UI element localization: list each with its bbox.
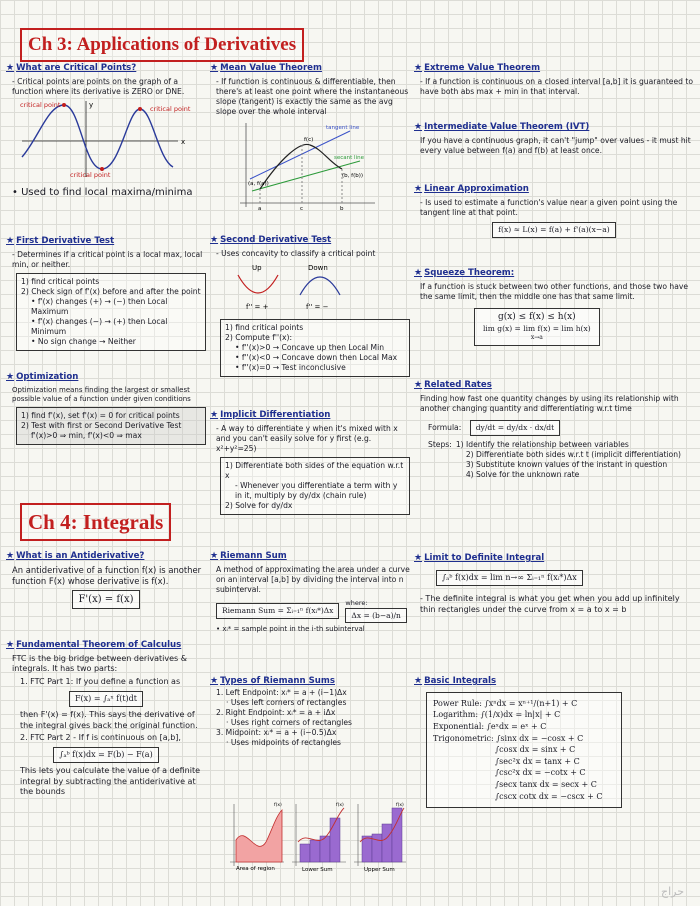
- step: 1) find critical points: [225, 322, 304, 332]
- star-icon: ★: [414, 676, 423, 686]
- fig-label: tangent line: [326, 124, 360, 131]
- step: 1) find f'(x), set f'(x) = 0 for critical points: [21, 411, 180, 421]
- integral-row: Exponential: ∫eˣdx = eˣ + C: [433, 722, 547, 732]
- integral-row: Trigonometric: ∫sinx dx = −cosx + C: [433, 733, 584, 743]
- concavity-figure: [210, 261, 390, 313]
- impl-steps-box: [220, 457, 410, 515]
- chapter-4-title: Ch 4: Integrals: [20, 503, 171, 541]
- riemann-text: A method of approximating the area under a curve on an interval [a,b] by dividing the interval into n subinterval.: [216, 564, 410, 594]
- types-heading: Types of Riemann Sums: [220, 676, 335, 686]
- step: • f'(x) changes (+) → (−) then Local Maximum: [31, 296, 168, 316]
- limit-definite-section: [414, 553, 694, 618]
- sdt-steps-box: [220, 319, 410, 377]
- star-icon: ★: [6, 63, 15, 73]
- star-icon: ★: [210, 235, 219, 245]
- riemann-types-section: [210, 676, 410, 748]
- up-label: Up: [252, 263, 262, 272]
- ftc-section: [6, 640, 206, 800]
- fig-label: f(x): [396, 803, 404, 808]
- fig-label: x: [181, 137, 186, 146]
- step: 1) Identify the relationship between variables: [455, 439, 629, 449]
- integral-row: Power Rule: ∫xⁿdx = xⁿ⁺¹/(n+1) + C: [433, 698, 578, 708]
- fig-label: Upper Sum: [364, 867, 395, 873]
- squeeze-formula-2: lim g(x) = lim f(x) = lim h(x): [483, 323, 591, 333]
- rr-formula: dy/dt = dy/dx · dx/dt: [470, 420, 561, 436]
- mvt-section: [210, 63, 410, 214]
- rr-steps-label: Steps:: [428, 439, 452, 449]
- type-item: 2. Right Endpoint: xᵢ* = a + iΔx: [216, 707, 336, 717]
- riemann-formula: Riemann Sum = Σᵢ₌₁ⁿ f(xᵢ*)Δx: [216, 603, 339, 619]
- step: • f''(x)>0 → Concave up then Local Min: [235, 342, 385, 352]
- fig-label: Lower Sum: [302, 867, 333, 873]
- fig-label: f(c): [304, 136, 314, 143]
- first-derivative-section: [6, 236, 206, 354]
- step: 1) Differentiate both sides of the equation w.r.t x: [225, 460, 404, 480]
- impl-text: - A way to differentiate y when it's mixed with x and you can't easily solve for y first (e.g. x²+y²=25): [216, 423, 398, 453]
- star-icon: ★: [6, 236, 15, 246]
- linear-approx-section: [414, 184, 694, 238]
- star-icon: ★: [414, 122, 423, 132]
- squeeze-heading: Squeeze Theorem:: [424, 268, 515, 278]
- ivt-text: If you have a continuous graph, it can't "jump" over values - it must hit every value between f(a) and f(b) at least once.: [420, 135, 691, 155]
- evt-text: - If a function is continuous on a closed interval [a,b] it is guaranteed to have both abs max + min in that interval.: [420, 76, 693, 96]
- opt-text: Optimization means finding the largest or smallest possible value of a function under given conditions: [12, 385, 191, 404]
- implicit-section: [210, 410, 410, 518]
- ftc-part1: 1. FTC Part 1: If you define a function as: [20, 676, 181, 686]
- star-icon: ★: [414, 63, 423, 73]
- rr-formula-label: Formula:: [428, 422, 462, 432]
- fig-label: f(x): [274, 803, 282, 808]
- evt-heading: Extreme Value Theorem: [424, 63, 541, 73]
- mvt-text: - If function is continuous & differentiable, then there's at least one point where the instantaneous slope (tangent) is exactly the same as the avg slope over the whole interval: [216, 76, 409, 116]
- fig-label: (a, f(a)): [248, 180, 269, 187]
- step: • f''(x)<0 → Concave down then Local Max: [235, 352, 398, 362]
- opt-heading: Optimization: [16, 372, 79, 382]
- fig-label: critical point: [20, 100, 61, 109]
- basic-integrals-section: [414, 676, 694, 808]
- squeeze-text: If a function is stuck between two other functions, and those two have the same limit, then the middle one has that same limit.: [420, 281, 689, 301]
- step: 2) Check sign of f'(x) before and after the point: [21, 286, 201, 296]
- step: • f''(x)=0 → Test inconclusive: [235, 362, 346, 372]
- anti-formula: F'(x) = f(x): [72, 590, 139, 609]
- star-icon: ★: [414, 380, 423, 390]
- type-item: · Uses left corners of rectangles: [226, 697, 347, 707]
- type-item: · Uses midpoints of rectangles: [226, 737, 341, 747]
- fig-label: b: [340, 205, 344, 211]
- watermark: حراج: [660, 885, 684, 899]
- critical-points-section: [6, 63, 206, 199]
- limdef-text: - The definite integral is what you get when you add up infinitely thin rectangles under the curve from x = a to x = b: [420, 594, 680, 614]
- rr-text: Finding how fast one quantity changes by using its relationship with another changing quantity and differentiating w.r.t time: [420, 393, 679, 413]
- integral-row: ∫cosx dx = sinx + C: [495, 745, 576, 755]
- critical-used: • Used to find local maxima/minima: [12, 186, 193, 198]
- step: 2) Differentiate both sides w.r.t t (implicit differentiation): [465, 449, 681, 459]
- fig-label: c: [300, 205, 304, 211]
- step: 2) Compute f''(x):: [225, 332, 293, 342]
- sdt-heading: Second Derivative Test: [220, 235, 332, 245]
- integral-row: ∫cscx cotx dx = −cscx + C: [495, 791, 603, 801]
- star-icon: ★: [210, 63, 219, 73]
- basic-integrals-box: [426, 692, 622, 808]
- star-icon: ★: [6, 551, 15, 561]
- step: 2) Test with first or Second Derivative Test: [21, 421, 182, 431]
- lin-formula: f(x) ≈ L(x) = f(a) + f'(a)(x−a): [492, 222, 616, 238]
- fig-label: Area of region: [236, 866, 275, 872]
- riemann-dx: Δx = (b−a)/n: [345, 608, 406, 624]
- star-icon: ★: [414, 268, 423, 278]
- chapter-3-title: Ch 3: Applications of Derivatives: [20, 28, 304, 62]
- star-icon: ★: [210, 410, 219, 420]
- riemann-section: [210, 551, 410, 637]
- integral-row: ∫secx tanx dx = secx + C: [495, 780, 597, 790]
- squeeze-section: [414, 268, 694, 346]
- ivt-heading: Intermediate Value Theorem (IVT): [424, 122, 590, 132]
- star-icon: ★: [6, 372, 15, 382]
- type-item: · Uses right corners of rectangles: [226, 717, 352, 727]
- critical-points-figure: [18, 99, 193, 179]
- mvt-heading: Mean Value Theorem: [220, 63, 322, 73]
- lin-heading: Linear Approximation: [424, 184, 529, 194]
- optimization-section: [6, 372, 206, 448]
- ftc-formula-1: F(x) = ∫ₐˣ f(t)dt: [69, 691, 143, 708]
- fig-label: secant line: [334, 154, 364, 161]
- step: - Whenever you differentiate a term with y in it, multiply by dy/dx (chain rule): [235, 480, 398, 500]
- antiderivative-section: [6, 551, 206, 609]
- ftc-heading: Fundamental Theorem of Calculus: [16, 640, 182, 650]
- step: 1) find critical points: [21, 276, 100, 286]
- step: 4) Solve for the unknown rate: [465, 469, 580, 479]
- fdt-text: - Determines if a critical point is a local max, local min, or neither.: [12, 249, 203, 269]
- integral-row: ∫csc²x dx = −cotx + C: [495, 768, 586, 778]
- basic-heading: Basic Integrals: [424, 676, 497, 686]
- riemann-note: • xᵢ* = sample point in the i-th subinterval: [216, 625, 365, 634]
- fig-label: critical point: [70, 170, 111, 179]
- step: f'(x)>0 ⇒ min, f'(x)<0 ⇒ max: [31, 431, 142, 441]
- star-icon: ★: [414, 184, 423, 194]
- related-rates-section: [414, 380, 694, 480]
- step: • No sign change → Neither: [31, 337, 136, 346]
- critical-text: - Critical points are points on the graph of a function where its derivative is ZERO or DNE.: [12, 76, 185, 96]
- fdt-heading: First Derivative Test: [16, 236, 115, 246]
- fig-label: f(x): [336, 803, 344, 808]
- ftc-part1-explain: then F'(x) = f(x). This says the derivative of the integral gives back the original function.: [20, 710, 198, 730]
- mvt-figure: [230, 119, 380, 211]
- fig-label: y: [89, 100, 94, 109]
- step: 2) Solve for dy/dx: [225, 500, 293, 510]
- fdt-steps-box: [16, 273, 206, 351]
- fup-label: f'' = +: [246, 302, 269, 311]
- squeeze-formula-1: g(x) ≤ f(x) ≤ h(x): [497, 311, 576, 322]
- critical-heading: What are Critical Points?: [16, 63, 137, 73]
- step: • f'(x) changes (−) → (+) then Local Minimum: [31, 316, 168, 336]
- sdt-text: - Uses concavity to classify a critical point: [216, 248, 376, 258]
- ftc-part2-explain: This lets you calculate the value of a definite integral by subtracting the antiderivative at the bounds: [20, 766, 200, 797]
- type-item: 1. Left Endpoint: xᵢ* = a + (i−1)Δx: [216, 687, 347, 697]
- ftc-formula-2: ∫ₐᵇ f(x)dx = F(b) − F(a): [53, 747, 158, 764]
- fig-label: critical point: [150, 104, 191, 113]
- riemann-where: where:: [345, 598, 368, 607]
- type-item: 3. Midpoint: xᵢ* = a + (i−0.5)Δx: [216, 727, 337, 737]
- down-label: Down: [308, 263, 328, 272]
- opt-steps-box: [16, 407, 206, 445]
- fdown-label: f'' = −: [306, 302, 329, 311]
- star-icon: ★: [6, 640, 15, 650]
- integral-row: Logarithm: ∫(1/x)dx = ln|x| + C: [433, 710, 561, 720]
- anti-heading: What is an Antiderivative?: [16, 551, 145, 561]
- limdef-heading: Limit to Definite Integral: [424, 553, 545, 563]
- step: 3) Substitute known values of the instant in question: [465, 459, 668, 469]
- squeeze-sub: x→a: [530, 333, 543, 341]
- lin-text: - Is used to estimate a function's value near a given point using the tangent line at that point.: [420, 197, 678, 217]
- star-icon: ★: [210, 676, 219, 686]
- rr-heading: Related Rates: [424, 380, 492, 390]
- integral-row: ∫sec²x dx = tanx + C: [495, 756, 580, 766]
- ivt-section: [414, 122, 694, 158]
- ftc-intro: FTC is the big bridge between derivatives & integrals. It has two parts:: [12, 653, 187, 674]
- impl-heading: Implicit Differentiation: [220, 410, 331, 420]
- fig-label: (b, f(b)): [342, 172, 363, 179]
- riemann-heading: Riemann Sum: [220, 551, 287, 561]
- star-icon: ★: [210, 551, 219, 561]
- ftc-part2: 2. FTC Part 2 - If f is continuous on [a,b],: [20, 733, 181, 743]
- second-derivative-section: [210, 235, 410, 380]
- evt-section: [414, 63, 694, 99]
- limdef-formula: ∫ₐᵇ f(x)dx = lim n→∞ Σᵢ₌₁ⁿ f(xᵢ*)Δx: [436, 570, 583, 587]
- fig-label: a: [258, 205, 262, 211]
- riemann-sums-figure: [226, 800, 408, 878]
- star-icon: ★: [414, 553, 423, 563]
- anti-text: An antiderivative of a function f(x) is another function F(x) whose derivative is f(x).: [12, 564, 202, 586]
